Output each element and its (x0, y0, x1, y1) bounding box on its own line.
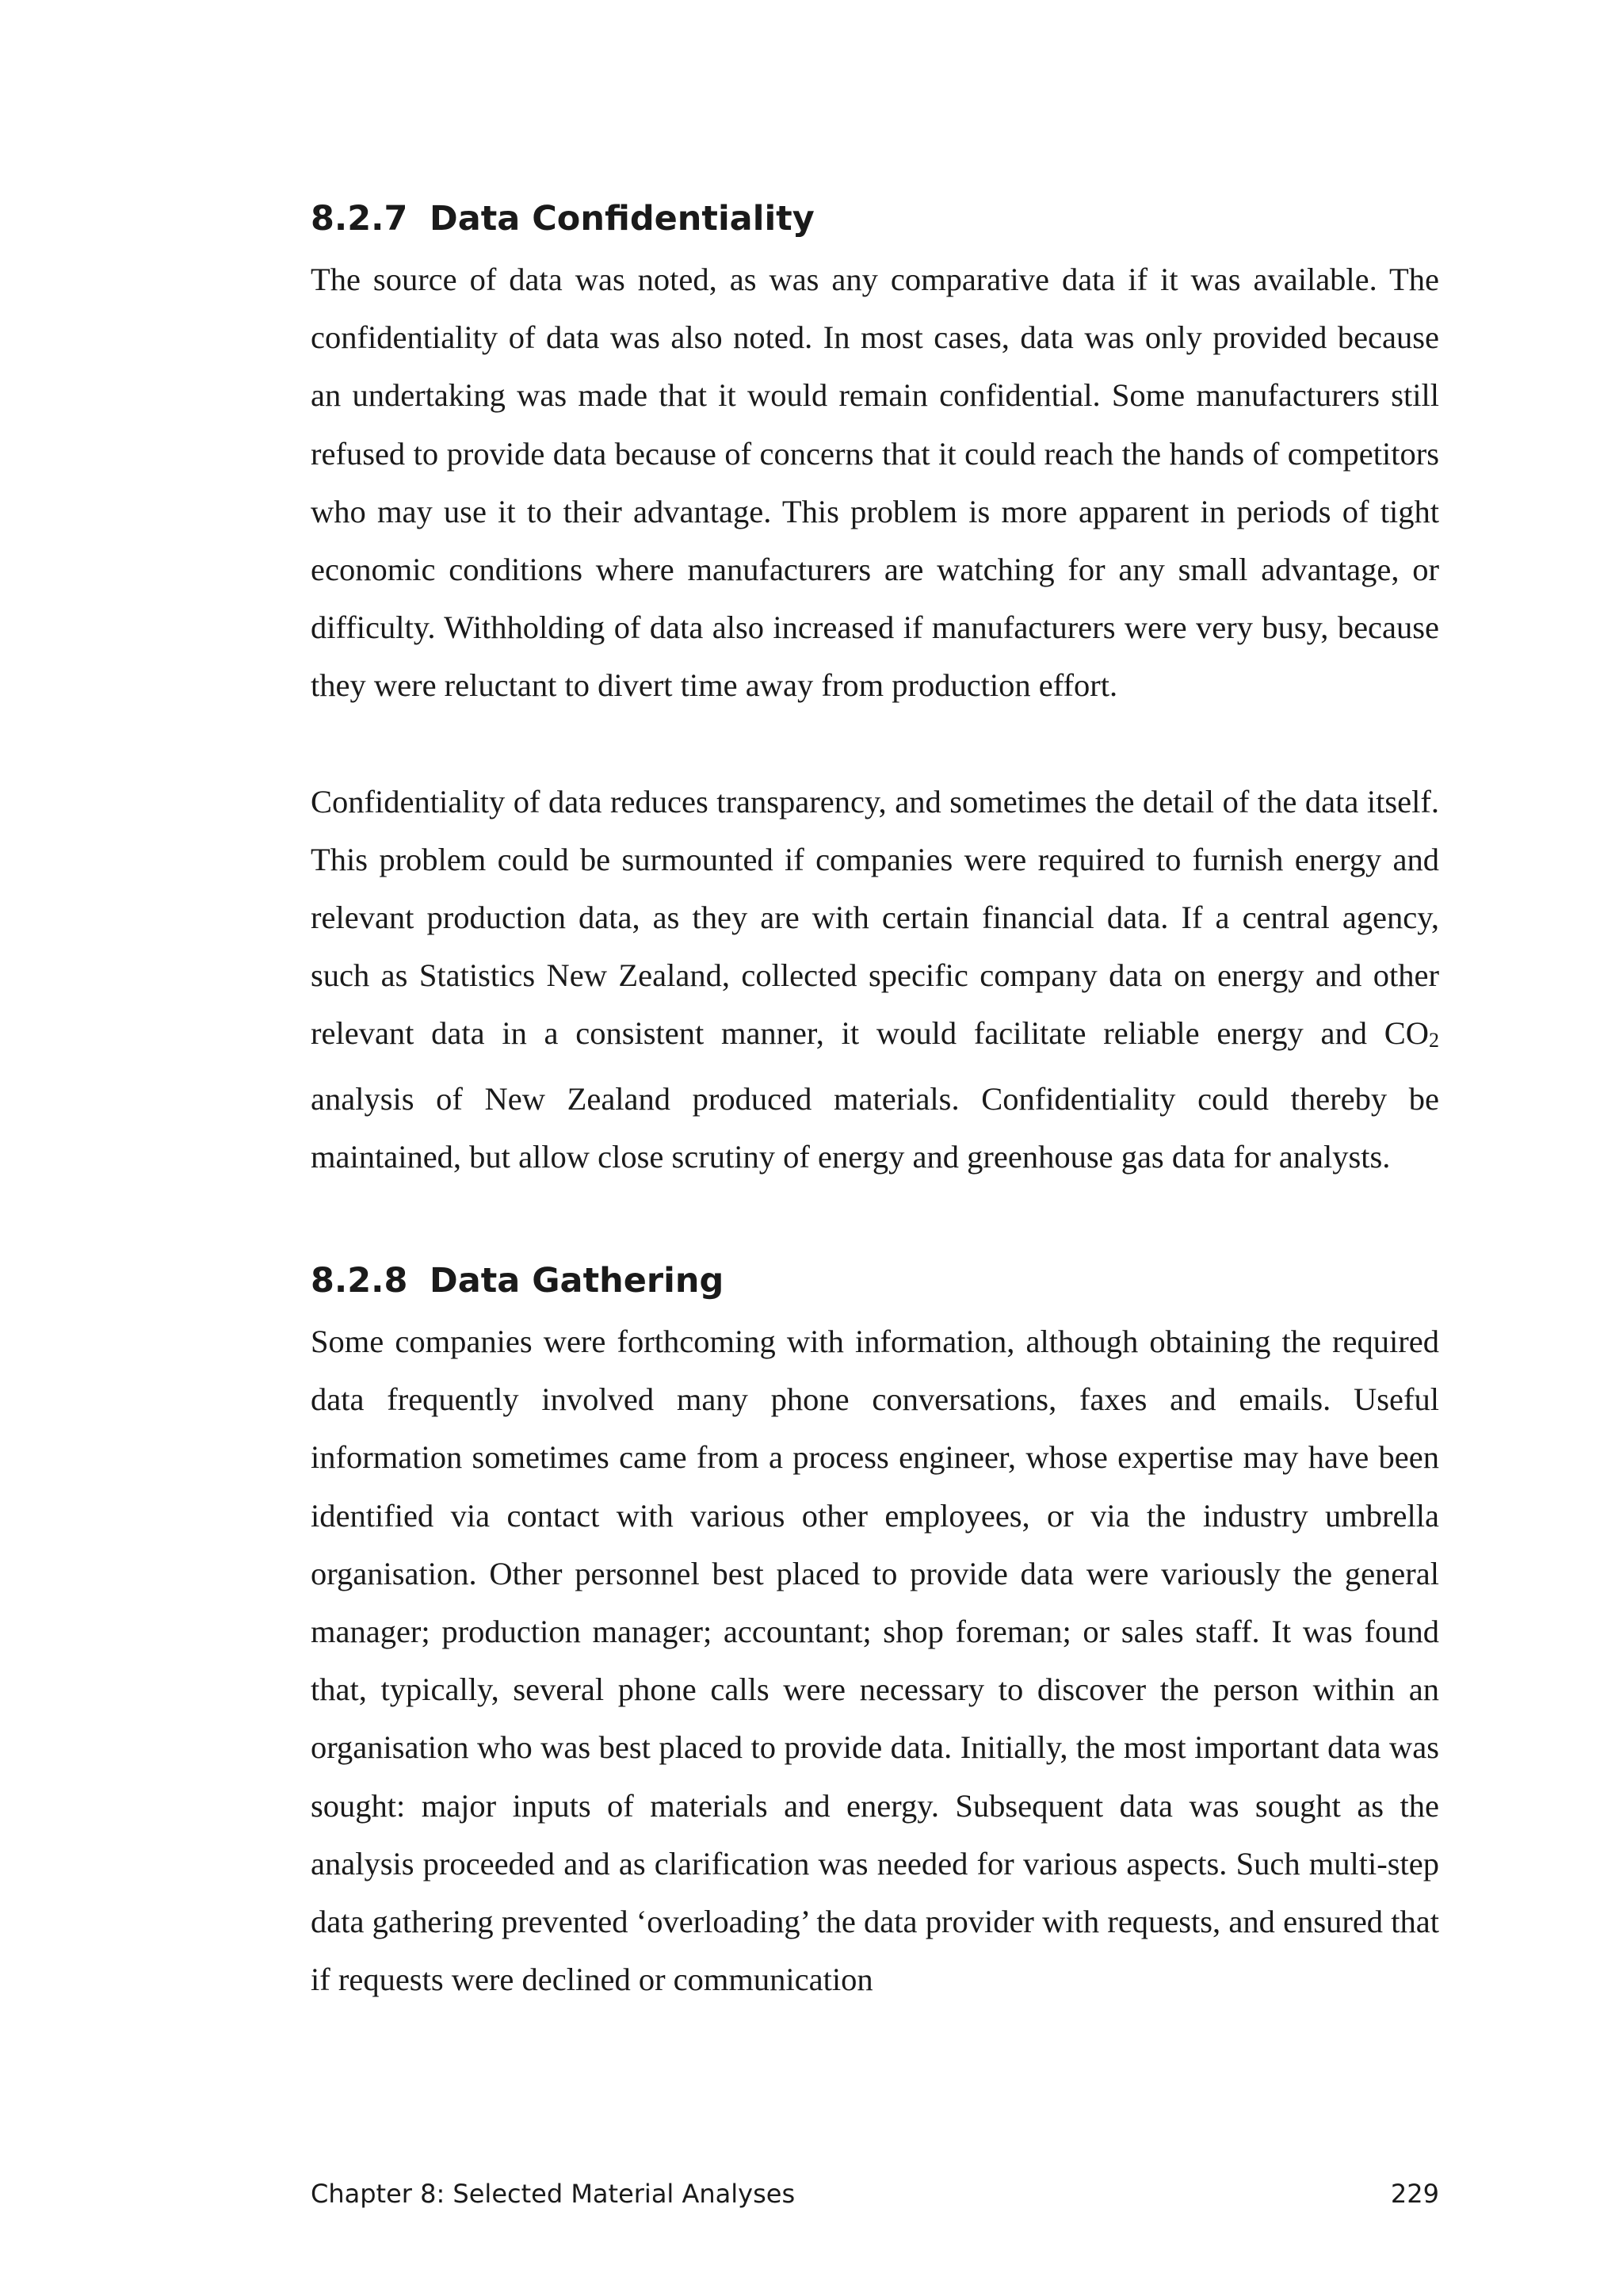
paragraph-gap (311, 715, 1439, 773)
section-title: Data Gathering (430, 1261, 724, 1301)
section-gap (311, 1186, 1439, 1249)
section-title: Data Confidentiality (430, 199, 815, 239)
page-content (311, 187, 1439, 2008)
paragraph: The source of data was noted, as was any comparative data if it was available. The confidentiality of data was also noted. In most cases, data was only provided because an undertaking was made that it would remain confidential. Some manufacturers still refused to provide data because of concerns that it could reach the hands of competitors who may use it to their advantage. This problem is more apparent in periods of tight economic conditions where manufacturers are watching for any small advantage, or difficulty. Withholding of data also increased if manufacturers were very busy, because they were reluctant to divert time away from production effort. (311, 262, 1439, 704)
paragraph-text: analysis of New Zealand produced materials. Confidentiality could thereby be maintained, but allow close scrutiny of energy and greenhouse gas data for analysts. (311, 1080, 1439, 1175)
section-number: 8.2.7 (311, 199, 408, 239)
subscript: 2 (1429, 1029, 1439, 1052)
footer-chapter-title: Chapter 8: Selected Material Analyses (311, 2179, 796, 2209)
page-footer (311, 2176, 1439, 2211)
section-number: 8.2.8 (311, 1261, 408, 1301)
paragraph (311, 773, 1439, 1186)
section-heading-8-2-8 (311, 1249, 1439, 1312)
footer-page-number: 229 (1390, 2179, 1439, 2209)
section-heading-8-2-7 (311, 187, 1439, 250)
paragraph-text: Confidentiality of data reduces transparency, and sometimes the detail of the data itself. This problem could be surmounted if companies were required to furnish energy and relevant production data, as they are with certain financial data. If a central agency, such as Statistics New Zealand, collected specific company data on energy and other relevant data in a consistent manner, it would facilitate reliable energy and CO (311, 783, 1439, 1052)
paragraph: Some companies were forthcoming with information, although obtaining the required data frequently involved many phone conversations, faxes and emails. Useful information sometimes came from a process engineer, whose expertise may have been identified via contact with various other employees, or via the industry umbrella organisation. Other personnel best placed to provide data were variously the general manager; production manager; accountant; shop foreman; or sales staff. It was found that, typically, several phone calls were necessary to discover the person within an organisation who was best placed to provide data. Initially, the most important data was sought: major inputs of materials and energy. Subsequent data was sought as the analysis proceeded and as clarification was needed for various aspects. Such multi-step data gathering prevented ‘overloading’ the data provider with requests, and ensured that if requests were declined or communication (311, 1324, 1439, 1998)
